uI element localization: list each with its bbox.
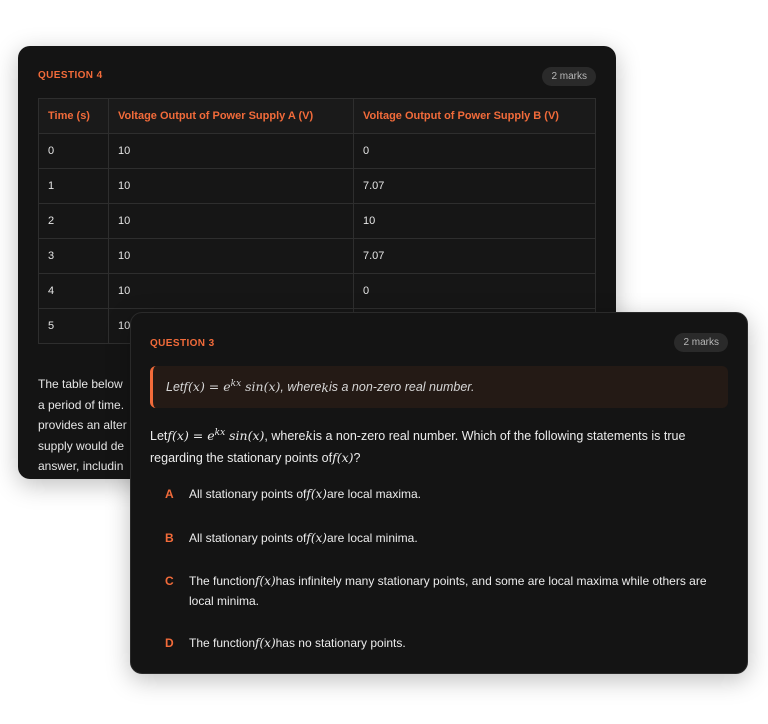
option-text-pre: All stationary points of bbox=[189, 487, 307, 501]
math-sin: sin(x) bbox=[225, 428, 265, 444]
table-cell: 2 bbox=[39, 204, 109, 239]
option-text-post: are local minima. bbox=[326, 531, 418, 545]
table-cell: 10 bbox=[109, 169, 354, 204]
option-text-post: are local maxima. bbox=[326, 487, 422, 501]
table-header: Voltage Output of Power Supply B (V) bbox=[354, 99, 596, 134]
math-sin: sin(x) bbox=[241, 379, 281, 395]
option-text bbox=[189, 528, 709, 548]
option-letter: D bbox=[165, 636, 174, 650]
stem-mid: , where bbox=[264, 429, 306, 444]
math-k: k bbox=[321, 379, 329, 395]
callout-suffix: , where bbox=[280, 380, 322, 394]
option-text-pre: All stationary points of bbox=[189, 531, 307, 545]
option-text-pre: The function bbox=[189, 636, 256, 650]
option-text-post: has infinitely many stationary points, and some are local maxima while others are local minima. bbox=[189, 574, 707, 608]
table-cell: 5 bbox=[39, 309, 109, 344]
marks-badge: 2 marks bbox=[674, 333, 728, 352]
table-cell: 7.07 bbox=[354, 169, 596, 204]
math-fx: f(x) bbox=[306, 531, 327, 545]
option-text-post: has no stationary points. bbox=[275, 636, 406, 650]
table-cell: 0 bbox=[354, 274, 596, 309]
table-row bbox=[39, 274, 596, 309]
option-text bbox=[189, 571, 709, 611]
table-row bbox=[39, 169, 596, 204]
math-fx: f(x) bbox=[255, 636, 276, 650]
math-fx: f(x) bbox=[332, 450, 354, 466]
option-letter: A bbox=[165, 487, 174, 501]
option-text bbox=[189, 633, 709, 653]
table-cell: 10 bbox=[109, 274, 354, 309]
table-header: Voltage Output of Power Supply A (V) bbox=[109, 99, 354, 134]
math-k: k bbox=[305, 428, 313, 444]
option-text bbox=[189, 484, 709, 504]
table-row bbox=[39, 204, 596, 239]
math-exponent: kx bbox=[230, 379, 242, 390]
math-expression bbox=[167, 428, 264, 443]
text-line: provides an alter bbox=[38, 418, 127, 432]
question-4-text bbox=[38, 374, 138, 477]
table-cell: 0 bbox=[354, 134, 596, 169]
text-line: The table below bbox=[38, 377, 123, 391]
callout-prefix: Let bbox=[166, 380, 184, 394]
table-header-row bbox=[39, 99, 596, 134]
question-3-card bbox=[130, 312, 748, 674]
text-line: a period of time. bbox=[38, 397, 125, 412]
math-fx: f(x) = e bbox=[183, 379, 231, 395]
table-cell: 1 bbox=[39, 169, 109, 204]
table-cell: 7.07 bbox=[354, 239, 596, 274]
table-cell: 0 bbox=[39, 134, 109, 169]
table-cell: 10 bbox=[109, 204, 354, 239]
math-expression bbox=[183, 379, 280, 394]
stem-mid2: is a non-zero real number. Which of the following statements is true regarding the stationary points of bbox=[150, 429, 686, 466]
stem-end: ? bbox=[353, 451, 361, 466]
table-header: Time (s) bbox=[39, 99, 109, 134]
table-row bbox=[39, 134, 596, 169]
table-cell: 10 bbox=[354, 204, 596, 239]
math-fx: f(x) = e bbox=[167, 428, 215, 444]
text-line: answer, includin bbox=[38, 459, 124, 473]
table-cell: 10 bbox=[109, 309, 354, 344]
table-cell: 10 bbox=[109, 239, 354, 274]
table-cell: 3 bbox=[39, 239, 109, 274]
question-callout bbox=[150, 366, 728, 408]
stem-prefix: Let bbox=[150, 429, 168, 444]
option-letter: C bbox=[165, 574, 174, 588]
table-cell: 4 bbox=[39, 274, 109, 309]
voltage-table bbox=[38, 98, 596, 344]
math-fx: f(x) bbox=[255, 574, 276, 588]
question-label: QUESTION 4 bbox=[38, 70, 103, 81]
marks-badge: 2 marks bbox=[542, 67, 596, 86]
table-row bbox=[39, 239, 596, 274]
option-text-pre: The function bbox=[189, 574, 256, 588]
callout-tail: is a non-zero real number. bbox=[329, 380, 475, 394]
question-label: QUESTION 3 bbox=[150, 338, 215, 349]
text-line: supply would de bbox=[38, 438, 125, 453]
math-fx: f(x) bbox=[306, 487, 327, 501]
option-letter: B bbox=[165, 531, 174, 545]
table-cell: 10 bbox=[109, 134, 354, 169]
math-exponent: kx bbox=[214, 428, 226, 438]
question-stem bbox=[150, 422, 740, 469]
